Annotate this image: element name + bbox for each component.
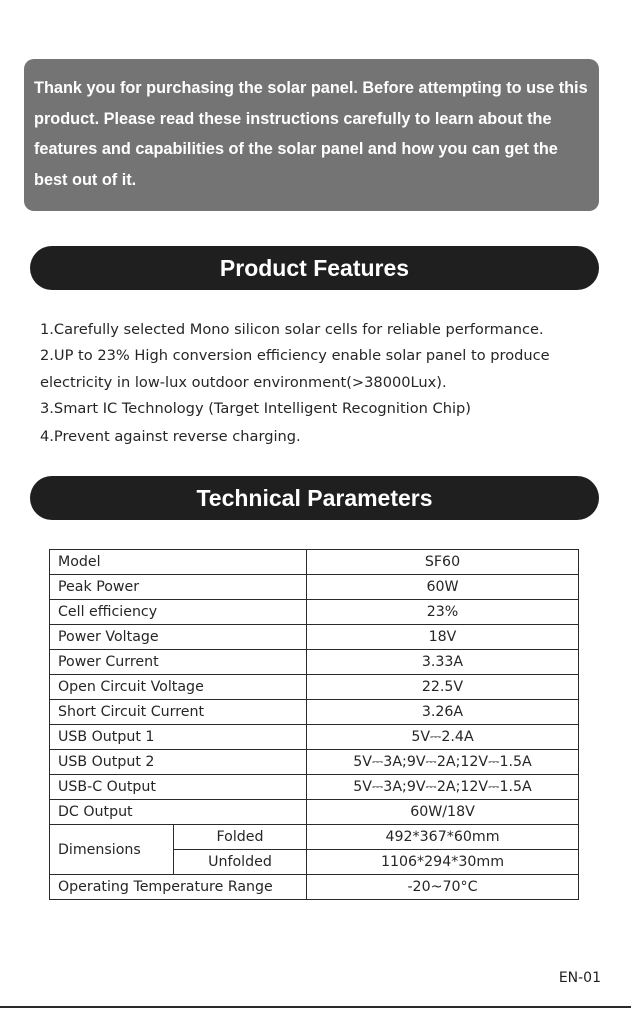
table-row: [50, 700, 579, 725]
param-value: SF60: [307, 550, 579, 575]
param-value: 60W/18V: [307, 800, 579, 825]
unfolded-label: Unfolded: [174, 850, 307, 875]
feature-item: 3.Smart IC Technology (Target Intelligent Recognition Chip): [40, 399, 472, 417]
folded-value: 492*367*60mm: [307, 825, 579, 850]
param-label: Power Voltage: [50, 625, 307, 650]
param-label: Power Current: [50, 650, 307, 675]
param-label: Short Circuit Current: [50, 700, 307, 725]
intro-notice: [24, 59, 599, 211]
param-value: 60W: [307, 575, 579, 600]
param-value: 5V⎓2.4A: [307, 725, 579, 750]
param-label: USB Output 1: [50, 725, 307, 750]
param-value: 18V: [307, 625, 579, 650]
param-label: Operating Temperature Range: [50, 875, 307, 900]
param-label: Peak Power: [50, 575, 307, 600]
technical-parameters-heading: [30, 476, 599, 520]
param-value: -20~70°C: [307, 875, 579, 900]
param-label: DC Output: [50, 800, 307, 825]
table-row: [50, 550, 579, 575]
feature-item: 2.UP to 23% High conversion efficiency enable solar panel to produce: [40, 347, 550, 365]
table-row: [50, 600, 579, 625]
table-row: [50, 825, 579, 850]
feature-item: electricity in low-lux outdoor environment(>38000Lux).: [40, 373, 447, 391]
folded-label: Folded: [174, 825, 307, 850]
parameters-table: [49, 549, 579, 900]
param-label: USB-C Output: [50, 775, 307, 800]
param-value: 22.5V: [307, 675, 579, 700]
intro-text: Thank you for purchasing the solar panel. Before attempting to use this product. Please read these instructions carefully to learn about the features and capabilities of the solar panel and how you can get the best out of it.: [34, 79, 588, 189]
param-label: Cell efficiency: [50, 600, 307, 625]
unfolded-value: 1106*294*30mm: [307, 850, 579, 875]
product-features-title: Product Features: [219, 254, 410, 281]
table-row: [50, 875, 579, 900]
param-value: 5V⎓3A;9V⎓2A;12V⎓1.5A: [307, 750, 579, 775]
param-label: Open Circuit Voltage: [50, 675, 307, 700]
param-label: USB Output 2: [50, 750, 307, 775]
table-row: [50, 650, 579, 675]
technical-parameters-title: Technical Parameters: [196, 484, 433, 511]
table-row: [50, 800, 579, 825]
table-row: [50, 575, 579, 600]
table-row: [50, 725, 579, 750]
table-row: [50, 675, 579, 700]
table-row: [50, 750, 579, 775]
table-row: [50, 775, 579, 800]
feature-item: 4.Prevent against reverse charging.: [40, 428, 301, 446]
page-number: EN-01: [558, 970, 601, 986]
table-row: [50, 625, 579, 650]
param-value: 3.26A: [307, 700, 579, 725]
param-value: 23%: [307, 600, 579, 625]
param-value: 3.33A: [307, 650, 579, 675]
param-value: 5V⎓3A;9V⎓2A;12V⎓1.5A: [307, 775, 579, 800]
feature-item: 1.Carefully selected Mono silicon solar cells for reliable performance.: [40, 321, 544, 338]
dimensions-label: Dimensions: [50, 825, 174, 875]
product-features-heading: [30, 246, 599, 290]
feature-list: [40, 317, 610, 450]
param-label: Model: [50, 550, 307, 575]
bottom-divider: [0, 1006, 631, 1008]
